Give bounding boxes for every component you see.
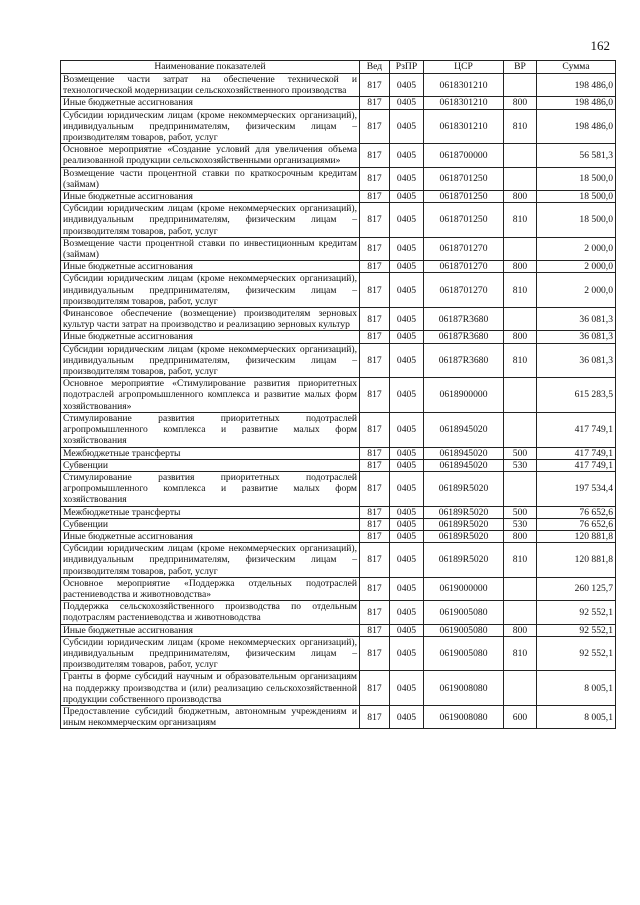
cell-csr: 0618701270 bbox=[424, 237, 504, 260]
cell-vr: 600 bbox=[504, 705, 537, 728]
cell-name: Возмещение части процентной ставки по краткосрочным кредитам (займам) bbox=[61, 167, 360, 190]
table-row bbox=[61, 636, 616, 671]
cell-ved: 817 bbox=[360, 167, 390, 190]
cell-vr bbox=[504, 577, 537, 600]
table-row bbox=[61, 459, 616, 471]
table-row bbox=[61, 530, 616, 542]
cell-ved: 817 bbox=[360, 518, 390, 530]
table-row bbox=[61, 203, 616, 238]
cell-rzpr: 0405 bbox=[390, 577, 424, 600]
cell-vr bbox=[504, 74, 537, 97]
cell-rzpr: 0405 bbox=[390, 167, 424, 190]
cell-vr: 800 bbox=[504, 331, 537, 343]
cell-csr: 0618301210 bbox=[424, 97, 504, 109]
cell-vr: 800 bbox=[504, 261, 537, 273]
cell-rzpr: 0405 bbox=[390, 601, 424, 624]
cell-name: Иные бюджетные ассигнования bbox=[61, 261, 360, 273]
cell-rzpr: 0405 bbox=[390, 471, 424, 506]
cell-rzpr: 0405 bbox=[390, 518, 424, 530]
cell-csr: 0619005080 bbox=[424, 636, 504, 671]
cell-csr: 0619000000 bbox=[424, 577, 504, 600]
cell-csr: 0619008080 bbox=[424, 671, 504, 706]
table-row bbox=[61, 705, 616, 728]
cell-csr: 0618701270 bbox=[424, 273, 504, 308]
cell-rzpr: 0405 bbox=[390, 273, 424, 308]
cell-rzpr: 0405 bbox=[390, 331, 424, 343]
cell-sum: 615 283,5 bbox=[537, 378, 616, 413]
table-row bbox=[61, 543, 616, 578]
cell-rzpr: 0405 bbox=[390, 543, 424, 578]
cell-ved: 817 bbox=[360, 191, 390, 203]
cell-rzpr: 0405 bbox=[390, 378, 424, 413]
cell-csr: 0618900000 bbox=[424, 378, 504, 413]
cell-vr: 810 bbox=[504, 273, 537, 308]
table-row bbox=[61, 273, 616, 308]
cell-ved: 817 bbox=[360, 577, 390, 600]
cell-vr bbox=[504, 671, 537, 706]
cell-vr bbox=[504, 601, 537, 624]
cell-csr: 06189R5020 bbox=[424, 518, 504, 530]
cell-csr: 0618945020 bbox=[424, 459, 504, 471]
cell-name: Финансовое обеспечение (возмещение) производителям зерновых культур части затрат на производство и реализацию зерновых культур bbox=[61, 308, 360, 331]
cell-name: Межбюджетные трансферты bbox=[61, 506, 360, 518]
cell-vr bbox=[504, 167, 537, 190]
cell-csr: 0618301210 bbox=[424, 109, 504, 144]
cell-rzpr: 0405 bbox=[390, 530, 424, 542]
header-ved: Вед bbox=[360, 61, 390, 74]
page-number: 162 bbox=[590, 38, 610, 53]
cell-ved: 817 bbox=[360, 378, 390, 413]
cell-ved: 817 bbox=[360, 459, 390, 471]
cell-rzpr: 0405 bbox=[390, 237, 424, 260]
cell-ved: 817 bbox=[360, 506, 390, 518]
table-row bbox=[61, 261, 616, 273]
cell-ved: 817 bbox=[360, 636, 390, 671]
cell-rzpr: 0405 bbox=[390, 447, 424, 459]
cell-rzpr: 0405 bbox=[390, 624, 424, 636]
header-name: Наименование показателей bbox=[61, 61, 360, 74]
cell-csr: 0619005080 bbox=[424, 624, 504, 636]
cell-csr: 0618701270 bbox=[424, 261, 504, 273]
cell-vr bbox=[504, 144, 537, 167]
table-row bbox=[61, 447, 616, 459]
cell-name: Субсидии юридическим лицам (кроме некоммерческих организаций), индивидуальным предпринимателям, физическим лицам – производителям товаров, работ, услуг bbox=[61, 203, 360, 238]
cell-sum: 2 000,0 bbox=[537, 273, 616, 308]
cell-sum: 120 881,8 bbox=[537, 530, 616, 542]
cell-vr: 530 bbox=[504, 518, 537, 530]
cell-rzpr: 0405 bbox=[390, 74, 424, 97]
header-rzpr: РзПР bbox=[390, 61, 424, 74]
cell-vr bbox=[504, 237, 537, 260]
table-row bbox=[61, 97, 616, 109]
cell-csr: 06189R5020 bbox=[424, 506, 504, 518]
table-row bbox=[61, 601, 616, 624]
cell-sum: 198 486,0 bbox=[537, 97, 616, 109]
table-header-row bbox=[61, 61, 616, 74]
cell-ved: 817 bbox=[360, 471, 390, 506]
cell-csr: 0619008080 bbox=[424, 705, 504, 728]
table-row bbox=[61, 378, 616, 413]
cell-vr: 810 bbox=[504, 543, 537, 578]
cell-vr bbox=[504, 378, 537, 413]
budget-table bbox=[60, 60, 616, 729]
cell-sum: 76 652,6 bbox=[537, 518, 616, 530]
cell-ved: 817 bbox=[360, 412, 390, 447]
cell-csr: 06187R3680 bbox=[424, 343, 504, 378]
cell-sum: 417 749,1 bbox=[537, 412, 616, 447]
cell-vr bbox=[504, 308, 537, 331]
cell-name: Основное мероприятие «Стимулирование развития приоритетных подотраслей агропромышленного комплекса и развитие малых форм хозяйствования» bbox=[61, 378, 360, 413]
cell-name: Возмещение части процентной ставки по инвестиционным кредитам (займам) bbox=[61, 237, 360, 260]
cell-rzpr: 0405 bbox=[390, 459, 424, 471]
cell-sum: 417 749,1 bbox=[537, 447, 616, 459]
cell-name: Иные бюджетные ассигнования bbox=[61, 530, 360, 542]
table-row bbox=[61, 331, 616, 343]
cell-name: Стимулирование развития приоритетных подотраслей агропромышленного комплекса и развитие малых форм хозяйствования bbox=[61, 412, 360, 447]
cell-csr: 06189R5020 bbox=[424, 530, 504, 542]
cell-vr: 500 bbox=[504, 506, 537, 518]
cell-vr bbox=[504, 412, 537, 447]
cell-ved: 817 bbox=[360, 109, 390, 144]
cell-sum: 18 500,0 bbox=[537, 191, 616, 203]
cell-sum: 120 881,8 bbox=[537, 543, 616, 578]
cell-name: Иные бюджетные ассигнования bbox=[61, 624, 360, 636]
cell-name: Субсидии юридическим лицам (кроме некоммерческих организаций), индивидуальным предпринимателям, физическим лицам – производителям товаров, работ, услуг bbox=[61, 273, 360, 308]
cell-csr: 06187R3680 bbox=[424, 308, 504, 331]
cell-sum: 92 552,1 bbox=[537, 636, 616, 671]
cell-ved: 817 bbox=[360, 343, 390, 378]
cell-name: Предоставление субсидий бюджетным, автономным учреждениям и иным некоммерческим организациям bbox=[61, 705, 360, 728]
cell-ved: 817 bbox=[360, 530, 390, 542]
table-row bbox=[61, 343, 616, 378]
cell-name: Возмещение части затрат на обеспечение технической и технологической модернизации сельскохозяйственного производства bbox=[61, 74, 360, 97]
cell-vr bbox=[504, 471, 537, 506]
cell-ved: 817 bbox=[360, 261, 390, 273]
cell-ved: 817 bbox=[360, 273, 390, 308]
cell-ved: 817 bbox=[360, 601, 390, 624]
cell-rzpr: 0405 bbox=[390, 203, 424, 238]
cell-rzpr: 0405 bbox=[390, 97, 424, 109]
cell-name: Иные бюджетные ассигнования bbox=[61, 191, 360, 203]
cell-rzpr: 0405 bbox=[390, 506, 424, 518]
cell-rzpr: 0405 bbox=[390, 671, 424, 706]
header-vr: ВР bbox=[504, 61, 537, 74]
cell-csr: 0619005080 bbox=[424, 601, 504, 624]
cell-rzpr: 0405 bbox=[390, 191, 424, 203]
cell-name: Субсидии юридическим лицам (кроме некоммерческих организаций), индивидуальным предпринимателям, физическим лицам – производителям товаров, работ, услуг bbox=[61, 109, 360, 144]
table-row bbox=[61, 144, 616, 167]
cell-rzpr: 0405 bbox=[390, 308, 424, 331]
cell-vr: 810 bbox=[504, 203, 537, 238]
cell-ved: 817 bbox=[360, 144, 390, 167]
cell-vr: 810 bbox=[504, 109, 537, 144]
cell-rzpr: 0405 bbox=[390, 343, 424, 378]
cell-name: Иные бюджетные ассигнования bbox=[61, 331, 360, 343]
cell-name: Межбюджетные трансферты bbox=[61, 447, 360, 459]
cell-sum: 417 749,1 bbox=[537, 459, 616, 471]
cell-name: Иные бюджетные ассигнования bbox=[61, 97, 360, 109]
cell-csr: 0618945020 bbox=[424, 447, 504, 459]
cell-name: Субвенции bbox=[61, 518, 360, 530]
table-row bbox=[61, 191, 616, 203]
cell-sum: 2 000,0 bbox=[537, 237, 616, 260]
cell-vr: 800 bbox=[504, 530, 537, 542]
cell-sum: 18 500,0 bbox=[537, 203, 616, 238]
cell-sum: 92 552,1 bbox=[537, 624, 616, 636]
cell-csr: 0618701250 bbox=[424, 203, 504, 238]
cell-vr: 500 bbox=[504, 447, 537, 459]
cell-ved: 817 bbox=[360, 331, 390, 343]
table-row bbox=[61, 577, 616, 600]
table-row bbox=[61, 74, 616, 97]
cell-csr: 0618701250 bbox=[424, 167, 504, 190]
cell-ved: 817 bbox=[360, 705, 390, 728]
header-sum: Сумма bbox=[537, 61, 616, 74]
cell-sum: 8 005,1 bbox=[537, 671, 616, 706]
cell-sum: 76 652,6 bbox=[537, 506, 616, 518]
cell-vr: 810 bbox=[504, 343, 537, 378]
cell-vr: 800 bbox=[504, 97, 537, 109]
cell-ved: 817 bbox=[360, 671, 390, 706]
table-row bbox=[61, 506, 616, 518]
cell-ved: 817 bbox=[360, 237, 390, 260]
cell-name: Субсидии юридическим лицам (кроме некоммерческих организаций), индивидуальным предпринимателям, физическим лицам – производителям товаров, работ, услуг bbox=[61, 636, 360, 671]
cell-name: Субвенции bbox=[61, 459, 360, 471]
table-row bbox=[61, 109, 616, 144]
cell-vr: 810 bbox=[504, 636, 537, 671]
cell-name: Субсидии юридическим лицам (кроме некоммерческих организаций), индивидуальным предпринимателям, физическим лицам – производителям товаров, работ, услуг bbox=[61, 543, 360, 578]
table-row bbox=[61, 237, 616, 260]
cell-vr: 800 bbox=[504, 624, 537, 636]
cell-ved: 817 bbox=[360, 308, 390, 331]
cell-csr: 06189R5020 bbox=[424, 543, 504, 578]
cell-csr: 06187R3680 bbox=[424, 331, 504, 343]
cell-sum: 92 552,1 bbox=[537, 601, 616, 624]
cell-vr: 800 bbox=[504, 191, 537, 203]
cell-csr: 06189R5020 bbox=[424, 471, 504, 506]
cell-csr: 0618701250 bbox=[424, 191, 504, 203]
cell-sum: 36 081,3 bbox=[537, 331, 616, 343]
cell-sum: 197 534,4 bbox=[537, 471, 616, 506]
cell-sum: 36 081,3 bbox=[537, 308, 616, 331]
cell-ved: 817 bbox=[360, 74, 390, 97]
cell-sum: 2 000,0 bbox=[537, 261, 616, 273]
cell-name: Гранты в форме субсидий научным и образовательным организациям на поддержку производства и (или) реализацию сельскохозяйственной продукции собственного производства bbox=[61, 671, 360, 706]
cell-csr: 0618945020 bbox=[424, 412, 504, 447]
cell-rzpr: 0405 bbox=[390, 109, 424, 144]
cell-rzpr: 0405 bbox=[390, 412, 424, 447]
header-csr: ЦСР bbox=[424, 61, 504, 74]
table-row bbox=[61, 308, 616, 331]
cell-csr: 0618301210 bbox=[424, 74, 504, 97]
table-row bbox=[61, 624, 616, 636]
cell-sum: 36 081,3 bbox=[537, 343, 616, 378]
cell-sum: 18 500,0 bbox=[537, 167, 616, 190]
cell-name: Стимулирование развития приоритетных подотраслей агропромышленного комплекса и развитие малых форм хозяйствования bbox=[61, 471, 360, 506]
cell-sum: 198 486,0 bbox=[537, 74, 616, 97]
cell-vr: 530 bbox=[504, 459, 537, 471]
cell-name: Основное мероприятие «Поддержка отдельных подотраслей растениеводства и животноводства» bbox=[61, 577, 360, 600]
cell-ved: 817 bbox=[360, 203, 390, 238]
table-row bbox=[61, 471, 616, 506]
cell-ved: 817 bbox=[360, 543, 390, 578]
cell-sum: 260 125,7 bbox=[537, 577, 616, 600]
cell-name: Поддержка сельскохозяйственного производства по отдельным подотраслям растениеводства и животноводства bbox=[61, 601, 360, 624]
table-row bbox=[61, 518, 616, 530]
cell-rzpr: 0405 bbox=[390, 636, 424, 671]
cell-name: Субсидии юридическим лицам (кроме некоммерческих организаций), индивидуальным предпринимателям, физическим лицам – производителям товаров, работ, услуг bbox=[61, 343, 360, 378]
cell-ved: 817 bbox=[360, 97, 390, 109]
cell-rzpr: 0405 bbox=[390, 144, 424, 167]
cell-sum: 56 581,3 bbox=[537, 144, 616, 167]
cell-rzpr: 0405 bbox=[390, 261, 424, 273]
cell-csr: 0618700000 bbox=[424, 144, 504, 167]
cell-sum: 8 005,1 bbox=[537, 705, 616, 728]
cell-ved: 817 bbox=[360, 624, 390, 636]
table-row bbox=[61, 412, 616, 447]
cell-sum: 198 486,0 bbox=[537, 109, 616, 144]
table-row bbox=[61, 167, 616, 190]
cell-name: Основное мероприятие «Создание условий для увеличения объема реализованной продукции сельскохозяйственными организациями» bbox=[61, 144, 360, 167]
cell-rzpr: 0405 bbox=[390, 705, 424, 728]
table-row bbox=[61, 671, 616, 706]
cell-ved: 817 bbox=[360, 447, 390, 459]
